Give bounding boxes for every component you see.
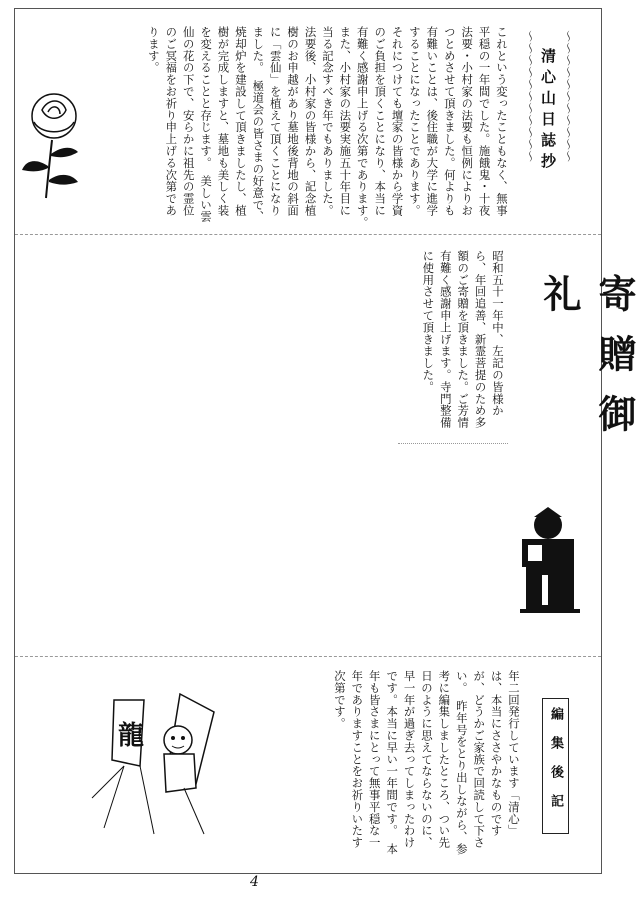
kite-illustration	[84, 688, 234, 838]
kite-glyph: 龍	[118, 721, 145, 751]
wave-ornament-left: 〜〜〜〜〜〜〜〜〜〜〜	[523, 30, 537, 162]
page-number: 4	[250, 874, 259, 890]
diary-title: 清心山日誌抄	[539, 48, 557, 174]
wave-ornament-right: 〜〜〜〜〜〜〜〜〜〜〜	[561, 30, 575, 162]
donation-underline	[398, 443, 508, 444]
donation-title: 寄贈御礼	[537, 274, 637, 454]
diary-text: これという変ったこともなく、無事平穏の一年間でした。施餓鬼・十夜法要・小村家の法要も恒例によりおつとめさせて頂きました。何よりも有難いことは、後住職が大学に進学することになったことであります。それにつけても壇家の皆様から学資のご負担を頂くことになり、本当に有難く感謝申上げる次第であります。 また、小村家の法要実施五十年目に当る記念すべき年でもありました。法要後、小村家の皆様から、記念植樹のお申越があり墓地後背地の斜面に「雲仙」を植えて頂くことになりました。 極道会の皆さまの好意で、焼却炉を建設して頂きましたし、植樹が完成しますと、墓地も美しく装を変えることと存じます。 美しい雲仙の花の下で、安らかに祖先の霊位のご冥福をお祈り申上げる次第であります。	[146, 26, 509, 235]
editor-text: 年二回発行しています「清心」は、本当にささやかなものですが、どうかご家族で回読して下さい。 昨年号をとり出しながら、参考に編集しましたところ、つい先日のように思えてならないのに、早一年が過ぎ去ってしまったわけです。本当に早い一年間です。 本年も皆さまにとって無事平穏な一年でありますことをお祈りいたす次第です。	[332, 670, 521, 855]
figure-silhouette	[516, 505, 586, 615]
editor-title: 編集後記	[542, 698, 569, 834]
donation-text: 昭和五十一年中、左記の皆様から、年回追善、新霊菩提のため多額のご寄贈を頂きました。ご芳情有難く感謝申上げます。寺門整備に使用させて頂きました。	[421, 250, 505, 429]
rose-illustration	[18, 88, 88, 200]
section-divider-top	[15, 234, 601, 235]
section-divider-bottom	[15, 656, 601, 657]
